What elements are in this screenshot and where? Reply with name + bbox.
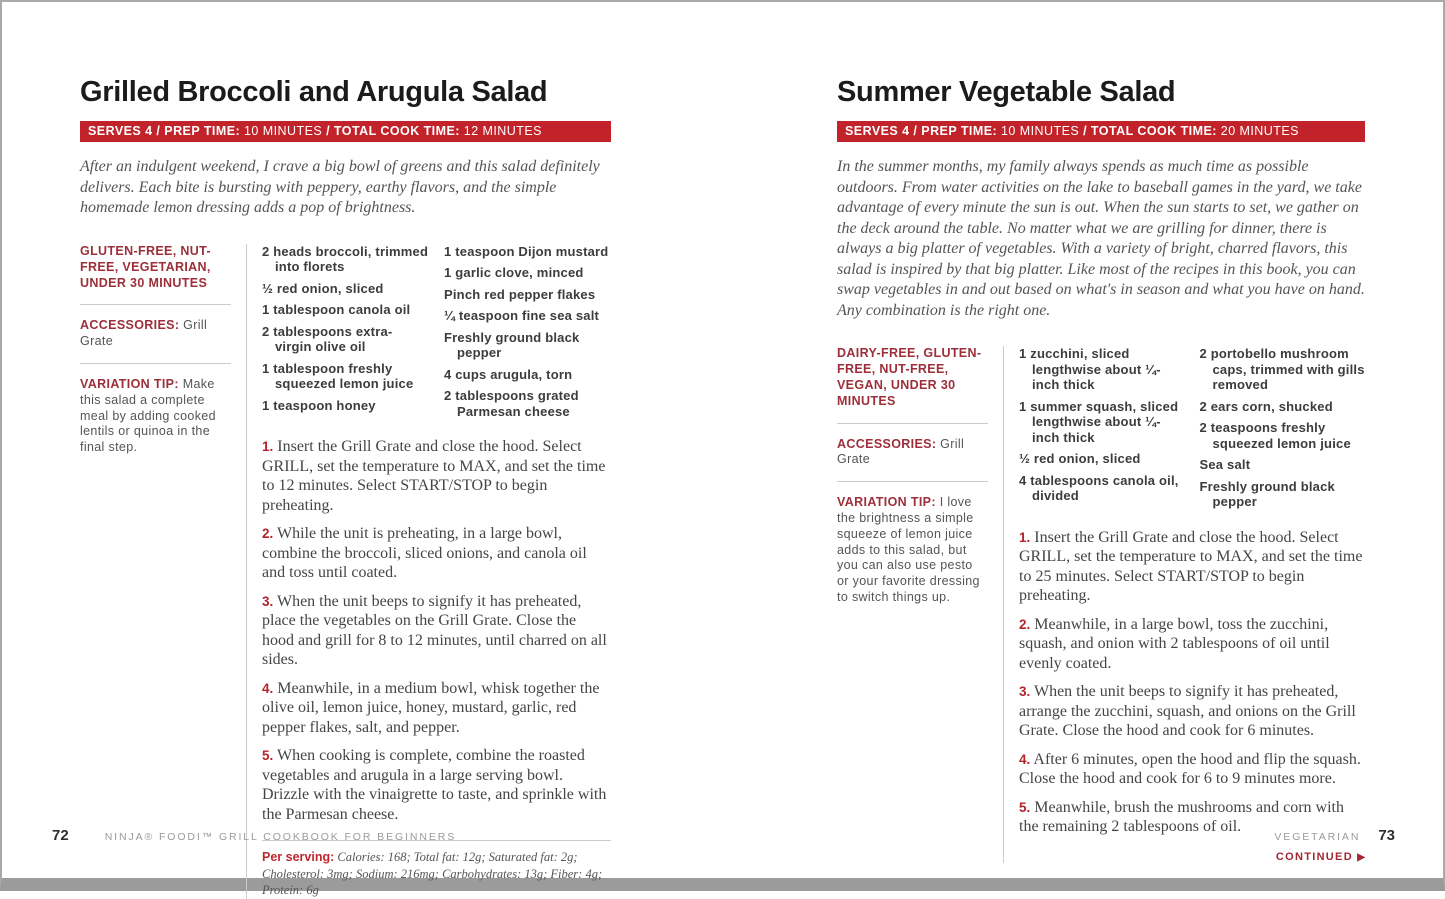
instruction-step: 3. When the unit beeps to signify it has preheated, arrange the zucchini, squash, and onions on the Grill Grate. Close the hood and cook for 6 minutes. xyxy=(1019,683,1356,740)
ingredient-item: 2 ears corn, shucked xyxy=(1199,398,1333,414)
recipe-body xyxy=(80,244,611,899)
ingredient-item: 2 portobello mushroom caps, trimmed with gills removed xyxy=(1199,346,1365,393)
accessories-line xyxy=(80,318,231,350)
chapter-label: VEGETARIAN xyxy=(1274,831,1361,843)
recipe-body xyxy=(837,346,1365,863)
book-title: NINJA® FOODI™ GRILL COOKBOOK FOR BEGINNERS xyxy=(104,831,457,843)
diet-tags: GLUTEN-FREE, NUT-FREE, VEGETARIAN, UNDER 30 MINUTES xyxy=(80,243,211,290)
ingredient-item: 1 teaspoon honey xyxy=(262,397,376,413)
page-number-left: 72 xyxy=(52,827,69,844)
recipe-info-banner xyxy=(837,121,1365,142)
ingredient-item: ½ red onion, sliced xyxy=(1019,451,1141,467)
page-number-right: 73 xyxy=(1378,827,1395,844)
ingredient-item: 4 cups arugula, torn xyxy=(444,366,573,382)
instruction-step: 1. Insert the Grill Grate and close the hood. Select GRILL, set the temperature to MAX, and set the time to 12 minutes. Select START/STOP to begin preheating. xyxy=(262,438,606,514)
step-number: 2. xyxy=(1019,616,1031,632)
footer-right xyxy=(1274,827,1395,844)
ingredient-item: 1 summer squash, sliced lengthwise about ¼-inch thick xyxy=(1019,398,1179,445)
footer-left xyxy=(52,827,456,844)
step-number: 5. xyxy=(1019,799,1031,815)
accessories-value: Grill Grate xyxy=(80,318,208,349)
ingredient-item: 2 heads broccoli, trimmed into florets xyxy=(262,243,429,275)
ingredient-item: 1 garlic clove, minced xyxy=(444,265,584,281)
ingredients-column-1 xyxy=(262,244,429,426)
recipe-info-banner xyxy=(80,121,611,142)
banner-segment: / TOTAL COOK TIME: xyxy=(326,124,460,139)
banner-segment: 10 MINUTES xyxy=(240,124,327,139)
ingredient-item: 1 zucchini, sliced lengthwise about ¼-inch thick xyxy=(1019,346,1161,393)
banner-segment: 12 MINUTES xyxy=(459,124,542,139)
step-number: 1. xyxy=(262,439,274,455)
ingredients-column-2 xyxy=(1200,346,1366,516)
recipe-intro: In the summer months, my family always spends as much time as possible outdoors. From water activities on the lake to baseball games in the yard, we take advantage of every minute the sun is out. When the sun starts to set, we gather on the deck around the table. No matter what we are grilling for dinner, there is always a big platter of vegetables. With a variety of bright, charred flavors, this salad is inspired by that big platter. Like most of the recipes in this book, you can swap vegetables in and out based on what's in season and what you have on hand. Any combination is the right one. xyxy=(837,158,1365,319)
ingredients-column-1 xyxy=(1019,346,1185,516)
left-page xyxy=(80,76,611,899)
banner-segment: SERVES 4 / PREP TIME: xyxy=(845,124,998,139)
accessories-line xyxy=(837,437,988,469)
ingredient-item: 1 teaspoon Dijon mustard xyxy=(444,243,609,259)
step-number: 5. xyxy=(262,748,274,764)
accessories-value: Grill Grate xyxy=(837,436,965,467)
step-number: 1. xyxy=(1019,529,1031,545)
ingredient-item: 1 tablespoon canola oil xyxy=(262,302,411,318)
nutrition-info xyxy=(262,840,611,899)
instruction-step: 4. Meanwhile, in a medium bowl, whisk together the olive oil, lemon juice, honey, mustard, garlic, red pepper flakes, salt, and pepper. xyxy=(262,679,600,736)
recipe-sidebar xyxy=(837,346,1004,863)
step-number: 2. xyxy=(262,526,274,542)
variation-tip xyxy=(80,377,231,456)
banner-segment: / TOTAL COOK TIME: xyxy=(1083,124,1217,139)
per-serving-text: Calories: 168; Total fat: 12g; Saturated fat: 2g; Cholesterol: 3mg; Sodium: 216mg; Carbohydrates: 13g; Fiber: 4g; Protein: 6g xyxy=(262,850,603,898)
instruction-step: 4. After 6 minutes, open the hood and flip the squash. Close the hood and cook for 6 to 9 minutes more. xyxy=(1019,750,1361,788)
ingredient-item: Freshly ground black pepper xyxy=(444,329,580,361)
page-footer xyxy=(52,827,1395,844)
variation-tip-label: VARIATION TIP: xyxy=(80,376,179,391)
instruction-step: 3. When the unit beeps to signify it has preheated, place the vegetables on the Grill Grate. Close the hood and grill for 8 to 12 minutes, until charred on all sides. xyxy=(262,592,607,669)
variation-tip-label: VARIATION TIP: xyxy=(837,495,936,510)
continued-arrow-icon: ▶ xyxy=(1357,851,1365,863)
continued-marker xyxy=(1019,851,1365,863)
ingredient-item: Sea salt xyxy=(1199,457,1251,473)
ingredients-column-2 xyxy=(444,244,611,426)
step-number: 4. xyxy=(262,680,274,696)
banner-segment: 10 MINUTES xyxy=(997,124,1084,139)
sidebar-divider xyxy=(837,481,988,482)
recipe-sidebar xyxy=(80,244,247,899)
ingredient-item: 2 tablespoons extra-virgin olive oil xyxy=(262,323,393,355)
step-number: 3. xyxy=(1019,684,1031,700)
sidebar-divider xyxy=(80,363,231,364)
instructions-section xyxy=(262,437,611,824)
sidebar-divider xyxy=(837,423,988,424)
ingredient-item: Pinch red pepper flakes xyxy=(444,286,596,302)
instruction-step: 2. Meanwhile, in a large bowl, toss the zucchini, squash, and onion with 2 tablespoons of oil until evenly coated. xyxy=(1019,615,1330,672)
step-number: 4. xyxy=(1019,751,1031,767)
instruction-step: 5. When cooking is complete, combine the roasted vegetables and arugula in a large serving bowl. Drizzle with the vinaigrette to taste, and sprinkle with the Parmesan cheese. xyxy=(262,747,607,823)
continued-label: CONTINUED xyxy=(1275,850,1353,863)
step-number: 3. xyxy=(262,593,274,609)
instructions-section xyxy=(1019,528,1365,837)
banner-segment: 20 MINUTES xyxy=(1216,124,1299,139)
ingredient-item: ½ red onion, sliced xyxy=(262,280,384,296)
variation-tip-text: I love the brightness a simple squeeze of lemon juice adds to this salad, but you can also use pesto or your favorite dressing to switch things up. xyxy=(837,495,980,605)
sidebar-divider xyxy=(80,304,231,305)
ingredient-item: 2 tablespoons grated Parmesan cheese xyxy=(444,388,579,419)
ingredients-section xyxy=(1019,346,1365,516)
ingredient-item: 1 tablespoon freshly squeezed lemon juice xyxy=(262,360,414,392)
ingredients-section xyxy=(262,244,611,426)
recipe-intro: After an indulgent weekend, I crave a big bowl of greens and this salad definitely delivers. Each bite is bursting with peppery, earthy flavors, and the simple homemade lemon dressing adds a pop of brightness. xyxy=(80,158,600,217)
ingredient-item: 4 tablespoons canola oil, divided xyxy=(1019,472,1179,504)
banner-segment: SERVES 4 / PREP TIME: xyxy=(88,124,241,139)
diet-tags: DAIRY-FREE, GLUTEN-FREE, NUT-FREE, VEGAN, UNDER 30 MINUTES xyxy=(837,346,982,408)
ingredient-item: ¼ teaspoon fine sea salt xyxy=(444,308,600,324)
accessories-label: ACCESSORIES: xyxy=(837,436,937,451)
right-page xyxy=(837,76,1365,863)
variation-tip xyxy=(837,495,988,606)
recipe-main-column xyxy=(247,244,611,899)
variation-tip-text: Make this salad a complete meal by adding cooked lentils or quinoa in the final step. xyxy=(80,376,216,455)
recipe-title: Grilled Broccoli and Arugula Salad xyxy=(80,76,548,108)
recipe-title: Summer Vegetable Salad xyxy=(837,76,1176,108)
recipe-main-column xyxy=(1004,346,1365,863)
per-serving-label: Per serving: xyxy=(262,850,335,865)
ingredient-item: Freshly ground black pepper xyxy=(1199,478,1335,510)
instruction-step: 2. While the unit is preheating, in a large bowl, combine the broccoli, sliced onions, and canola oil and toss until coated. xyxy=(262,525,587,582)
instruction-step: 1. Insert the Grill Grate and close the hood. Select GRILL, set the temperature to MAX, and set the time to 25 minutes. Select START/STOP to begin preheating. xyxy=(1019,528,1363,605)
accessories-label: ACCESSORIES: xyxy=(80,318,180,333)
ingredient-item: 2 teaspoons freshly squeezed lemon juice xyxy=(1199,420,1351,451)
instruction-step: 5. Meanwhile, brush the mushrooms and corn with the remaining 2 tablespoons of oil. xyxy=(1019,798,1344,836)
